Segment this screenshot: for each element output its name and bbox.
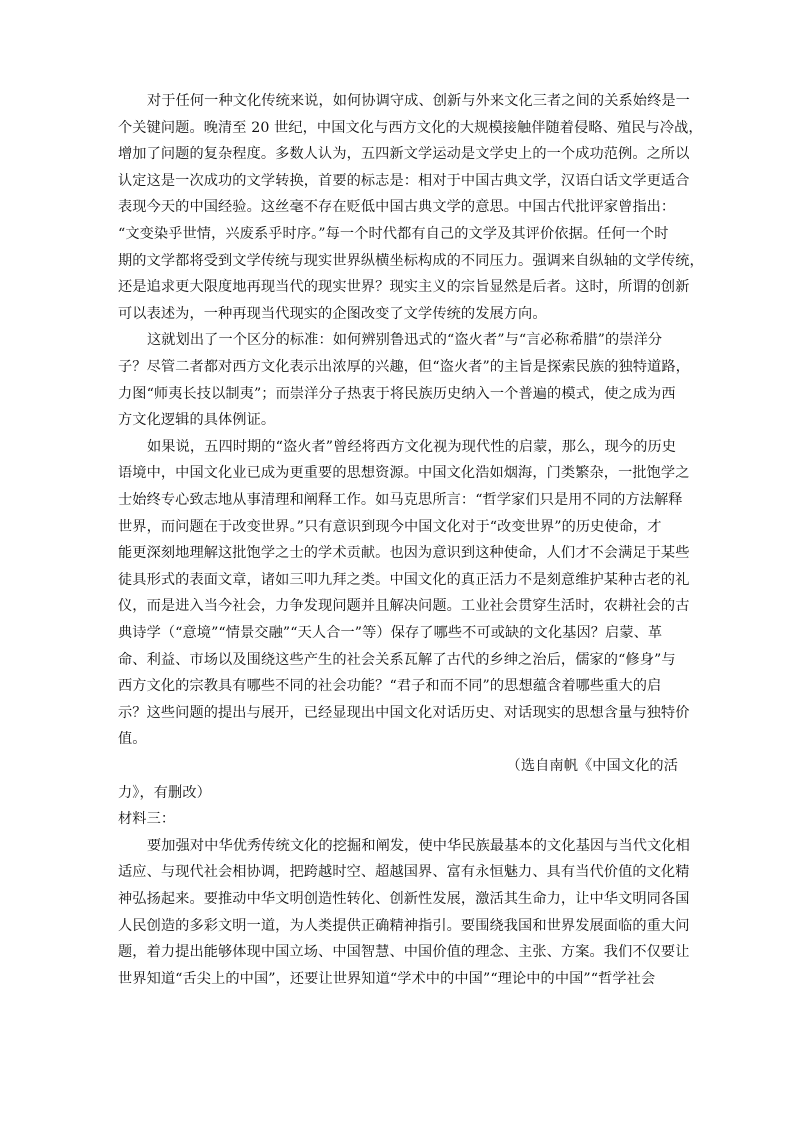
text-line: 适应、与现代社会相协调，把跨越时空、超越国界、富有永恒魅力、具有当代价值的文化精: [118, 864, 690, 881]
text-line: 表现今天的中国经验。这丝毫不存在贬低中国古典文学的意思。中国古代批评家曾指出：: [118, 199, 676, 216]
text-line: 语境中，中国文化业已成为更重要的思想资源。中国文化浩如烟海，门类繁杂，一批饱学之: [118, 465, 690, 482]
text-line: 对于任何一种文化传统来说，如何协调守成、创新与外来文化三者之间的关系始终是一: [147, 93, 690, 109]
text-line: 值。: [118, 731, 147, 748]
text-line: 个关键问题。晚清至 20 世纪，中国文化与西方文化的大规模接触伴随着侵略、殖民与冷战，: [118, 119, 703, 136]
text-line: 世界知道“舌尖上的中国”，还要让世界知道“学术中的中国”“理论中的中国”“哲学社会: [118, 970, 656, 987]
text-line: 典诗学（“意境”“情景交融”“天人合一”等）保存了哪些不可或缺的文化基因？启蒙、革: [118, 625, 663, 641]
text-line: 还是追求更大限度地再现当代的现实世界？现实主义的宗旨显然是后者。这时，所谓的创新: [118, 279, 690, 296]
text-line: 神弘扬起来。要推动中华文明创造性转化、创新性发展，激活其生命力，让中华文明同各国: [118, 891, 690, 907]
source-citation-continued: 力》，有删改）: [118, 784, 211, 801]
text-line: 如果说，五四时期的“盗火者”曾经将西方文化视为现代性的启蒙，那么，现今的历史: [147, 438, 677, 455]
text-line: 能更深刻地理解这批饱学之士的学术贡献。也因为意识到这种使命，人们才不会满足于某些: [118, 545, 690, 562]
text-line: 士始终专心致志地从事清理和阐释工作。如马克思所言：“哲学家们只是用不同的方法解释: [118, 492, 683, 508]
text-line: 人民创造的多彩文明一道，为人类提供正确精神指引。要围绕我国和世界发展面临的重大问: [118, 917, 690, 934]
text-line: 认定这是一次成功的文学转换，首要的标志是：相对于中国古典文学，汉语白话文学更适合: [118, 172, 690, 189]
text-line: 增加了问题的复杂程度。多数人认为，五四新文学运动是文学史上的一个成功范例。之所以: [118, 146, 690, 163]
text-line: 要加强对中华优秀传统文化的挖掘和阐发，使中华民族最基本的文化基因与当代文化相: [147, 837, 690, 854]
text-line: “文变染乎世情，兴废系乎时序。”每一个时代都有自己的文学及其评价依据。任何一个时: [118, 226, 669, 242]
text-line: 示？这些问题的提出与展开，已经显现出中国文化对话历史、对话现实的思想含量与独特价: [118, 704, 690, 721]
text-line: 世界，而问题在于改变世界。”只有意识到现今中国文化对于“改变世界”的历史使命，才: [118, 518, 662, 535]
source-citation: （选自南帆《中国文化的活: [506, 758, 678, 774]
text-line: 题，着力提出能够体现中国立场、中国智慧、中国价值的理念、主张、方案。我们不仅要让: [118, 944, 690, 961]
text-line: 子？尽管二者都对西方文化表示出浓厚的兴趣，但“盗火者”的主旨是探索民族的独特道路，: [118, 359, 690, 375]
text-line: 可以表述为，一种再现当代现实的企图改变了文学传统的发展方向。: [118, 305, 547, 322]
section-heading: 材料三：: [118, 811, 176, 828]
text-line: 徒具形式的表面文章，诸如三叩九拜之类。中国文化的真正活力不是刻意维护某种古老的礼: [118, 571, 690, 588]
text-line: 这就划出了一个区分的标准：如何辨别鲁迅式的“盗火者”与“言必称希腊”的崇洋分: [147, 332, 663, 349]
text-line: 期的文学都将受到文学传统与现实世界纵横坐标构成的不同压力。强调来自纵轴的文学传统，: [118, 252, 704, 269]
text-line: 西方文化的宗教具有哪些不同的社会功能？“君子和而不同”的思想蕴含着哪些重大的启: [118, 678, 662, 695]
text-line: 方文化逻辑的具体例证。: [118, 412, 276, 429]
text-line: 命、利益、市场以及围绕这些产生的社会关系瓦解了古代的乡绅之治后，儒家的“修身”与: [118, 651, 676, 668]
text-line: 仪，而是进入当今社会，力争发现问题并且解决问题。工业社会贯穿生活时，农耕社会的古: [118, 598, 690, 615]
text-line: 力图“师夷长技以制夷”；而崇洋分子热衷于将民族历史纳入一个普遍的模式，使之成为西: [118, 385, 676, 402]
